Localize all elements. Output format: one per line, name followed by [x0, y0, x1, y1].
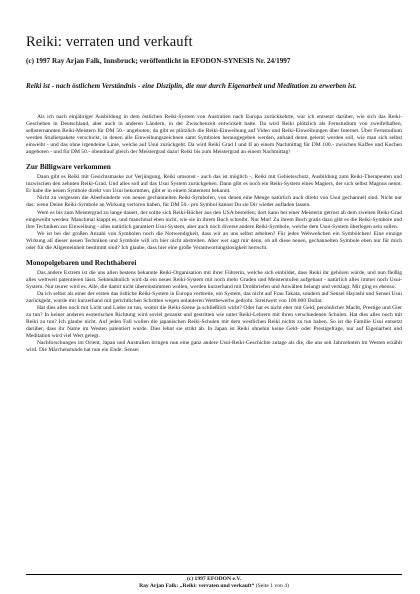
body-paragraph: Nachforschungen im Orient, Japan und Australien bringen nun eine ganz andere Usui-Reiki-Geschichte zutage als die, die uns seit Jahrzehnten im Westen erzählt wird. Die Märchenstunde hat nun ein Ende: Sensei: [26, 340, 402, 354]
body-paragraph: Wem es bis zum Meistergrad zu lange dauert, der sollte sich Reiki-Bücher aus den USA bestellen; dort kann bei einer Meisterin getrost ab dem zweiten Reiki-Grad eingeweiht werden: Manchmal klappt es, und manchmal eben nicht, wie sie in ihrem Buch schreibt. Nur Mut! Zu ihrem Buch gratis dazu gibt es die Reiki-Symbole und ihre Techniken zur Einweihung - alles natürlich garantiert Usui-System, aber auch noch diverse andere Reiki-Symbole, welche dem Usui-System überlegen sein sollen.: [26, 209, 402, 230]
body-paragraph: Dann gibt es Reiki mit Gesichtsmaske zur Verjüngung, Reiki umsonst - auch das ist möglich -, Reiki mit Gebietsschutz, Ausbildung zum Reiki-Therapeuten und inzwischen den zehnten Reiki-Grad. Und alles soll auf das Usui System zurückgehen. Dann gibt es noch ein Reiki-System eines Magiers, der sich selbst Magnus nennt. Er habe die neuen Symbole direkt von Usui bekommen, gibt er in einem Statement bekannt.: [26, 174, 402, 195]
body-paragraph: Wo ist bei der großen Anzahl von Symbolen noch die Notwendigkeit, dass wir an uns selbst arbeiten? Für jedes Wehwehchen ein Symbölchen! Eine einzige Wirkung all dieser neuen Techniken und Symbole will ich hier nicht abstreiten. Aber wer sagt mir denn, ob all diese neuen, gechannelten Symbole eben nur für mich oder für die Allgemeinheit bestimmt sind? Ich glaube, dass hier eine große Verantwortungslosigkeit herrscht.: [26, 230, 402, 251]
footer-copyright: (c) 1997 EFODON e.V.: [186, 576, 242, 582]
section-heading-billigware: Zur Billigware verkommen: [26, 162, 111, 172]
abstract: Reiki ist - nach östlichem Verständnis - eine Disziplin, die nur durch Eigenarbeit und Meditation zu erwerben ist.: [26, 82, 357, 90]
body-paragraph: Das andere Extrem ist die uns allen bestens bekannte Reiki-Organisation mit ihrer Führerin, welche sich einbildet, dass Reiki ihr gehören würde, und nun fleißig alles weltweit patentieren lässt. Sektenähnlich wird da ein neues Reiki-System mit noch mehr Graden und Meisterstufen aufgebaut - natürlich alles immer noch Usui-System. Nur teurer wird es. Alle, die damit nicht übereinstimmen wollen, werden kurzerhand mit Drohbriefen und Anwälten belangt und verklagt. Mir ging es ebenso.: [26, 269, 402, 290]
intro-paragraph: Als ich nach einjähriger Ausbildung in dem östlichen Reiki-System von Australien nach Europa zurückkehrte, war ich entsetzt darüber, wie sich das Reiki-Geschehen in Deutschland, aber auch in anderen Ländern, in der Zwischenzeit entwickelt hatte. Da wird Reiki plötzlich als Fernstudium von zweifelhaften, selbsternannten Reiki-Meistern für DM 50.- angeboten; da gibt es plötzlich die Reiki-Einweihung auf Video und Reiki-Einweihungen über Internet. Über Fernstudium werden Studierpakete verschickt, in denen alle Einweihungszeichnen samt Symbolen herausgegeben werden, anhand deren gelernt werden soll, wie man sich selbst einweiht - und das ohne irgendeine Linie, welche auf Usui zurückgeht. Da wird Reiki Grad I und II an einem Nachmittag für DM 100.- zwischen Kaffee und Kuchen angeboten - und für DM 50.- obendrauf gleich der Meistergrad dazu! Reiki bis zum Meistergrad an einem Nachmittag!: [26, 114, 402, 156]
body-paragraph: Hat dies alles noch mit Licht und Liebe zu tun, womit die Reiki-Szene ja schließlich wirbt? Oder hat es nicht eher mit Geld, persönlicher Macht, Prestige und Gier zu tun? In keiner anderen esoterischen Richtung wird soviel gezankt und gestritten wie unter Reiki-Lehrern mit ihren verschiedenen Schulen. Hat dies alles noch mit Reiki zu tun? Ich glaube nicht. Auf jeden Fall wollen die japanischen Reiki-Schulen mit dem westlichen Reiki nichts zu tun haben. So ist die Familie Usui entsetzt darüber, dass ihr Name im Westen patentiert wurde. Dies lehnt sie strikt ab. In Japan ist Reiki ohnehin keine Geld- oder Prestigefrage, nur auf Eigenarbeit und Meditation wird viel Wert gelegt.: [26, 305, 402, 340]
document-page: [26, 0, 402, 594]
page-number: (Seite 1 von 4): [255, 583, 289, 589]
body-paragraph: Nicht zu vergessen die Aberhunderte von neuen gechannelten Reiki-Symbolen, von denen eine Menge natürlich auch direkt von Usui gechannelt sind. Nicht nur das: wenn Deine Reiki-Symbole an Wirkung verloren haben, für DM 50.- pro Symbol kannst Du sie Dir wieder aufladen lassen.: [26, 195, 402, 209]
body-paragraph: Da ich selbst als einer der ersten das östliche Reiki-System in Europa verbreite, ein System, das nicht auf Frau Takata, sondern auf Sensei Hayashi und Sensei Usui zurückgeht, wurde mir kurzerhand mit gerichtlichen Schritten wegen unlauteren Wettbewerbs gedroht. Streitwert von 100.000 Dollar.: [26, 290, 402, 304]
page-title: Reiki: verraten und verkauft: [26, 34, 193, 50]
section-heading-monopol: Monopolgebaren und Rechthaberei: [26, 257, 137, 267]
copyright-subtitle: (c) 1997 Ray Arjan Falk, Innsbruck; veröffentlicht in EFODON-SYNESIS Nr. 24/1997: [26, 57, 291, 65]
footer-title: Ray Arjan Falk: „Reiki: verraten und verkauft“: [139, 583, 255, 589]
page-footer: [26, 574, 402, 590]
footer-citation: [26, 583, 402, 590]
article-body: [26, 114, 402, 562]
